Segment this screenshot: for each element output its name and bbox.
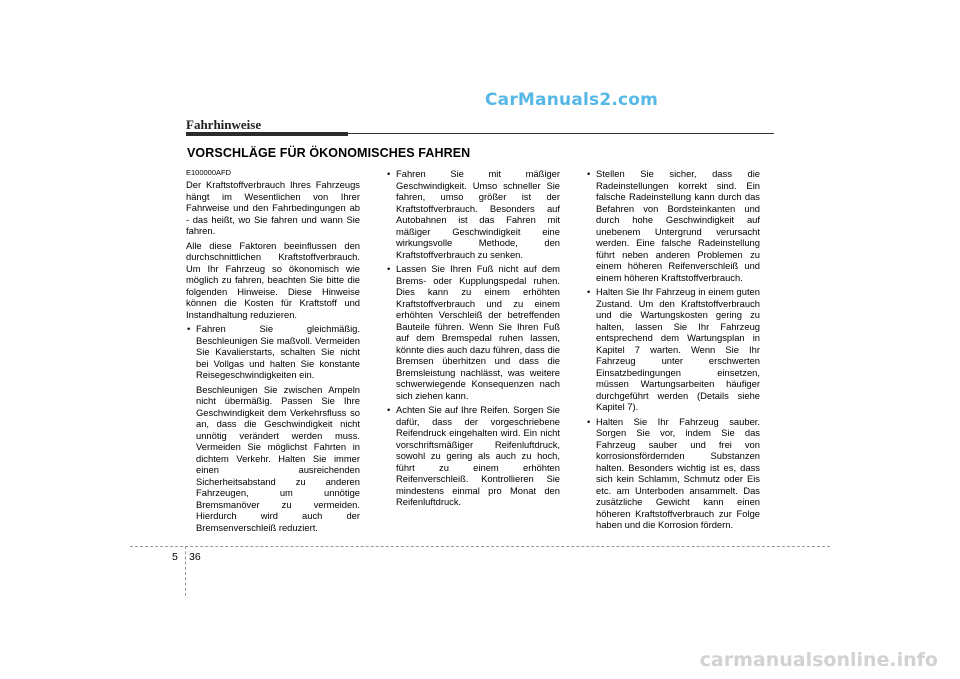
page-header-title: Fahrhinweise: [186, 117, 262, 132]
chapter-number: 5: [172, 551, 178, 563]
footer-dashed-rule: [130, 546, 830, 547]
tip-traffic-lights: Beschleunigen Sie zwischen Ampeln nicht übermäßig. Passen Sie Ihre Geschwindigkeit dem Verkehrsfluss so an, dass die Geschwindigkeit nicht unnötig verändert werden muss. Vermeiden Sie möglichst Fahrten in dichtem Verkehr. Halten Sie immer einen ausreichenden Sicherheitsabstand zu anderen Fahrzeugen, um unnötige Bremsmanöver zu vermeiden. Hierdurch wird auch der Bremsenverschleiß reduziert.: [196, 383, 360, 533]
carmanualsonline-watermark: carmanualsonline.info: [699, 649, 938, 671]
tip-clean-vehicle: • Halten Sie Ihr Fahrzeug sauber. Sorgen Sie vor, indem Sie das Fahrzeug sauber und frei von korrosionsfördernden Substanzen halten. Besonders wichtig ist es, dass sich kein Schlamm, Schmutz oder Eis etc. am Unterboden ansammelt. Das zusätzliche Gewicht kann einen höheren Kraftstoffverbrauch zur Folge haben und die Korrosion fördern.: [586, 416, 760, 531]
tip-wheel-alignment: • Stellen Sie sicher, dass die Radeinstellungen korrekt sind. Ein falsche Radeinstellung kann durch das Befahren von Bordsteinkanten und durch hohe Geschwindigkeit auf unebenem Untergrund verursacht werden. Eine falsche Radeinstellung führt neben anderen Problemen zu einem höheren Reifenverschleiß und einem höheren Kraftstoffverbrauch.: [586, 168, 760, 283]
tip-tires: • Achten Sie auf Ihre Reifen. Sorgen Sie dafür, dass der vorgeschriebene Reifendruck eingehalten wird. Ein nicht vorschriftsmäßiger Reifenluftdruck, sowohl zu gering als auch zu hoch, führt zu einem erhöhten Reifenverschleiß. Kontrollieren Sie mindestens einmal pro Monat den Reifenluftdruck.: [386, 404, 560, 508]
section-title: VORSCHLÄGE FÜR ÖKONOMISCHES FAHREN: [187, 146, 471, 160]
text-column-3: [586, 168, 760, 534]
page-number: 36: [189, 551, 201, 563]
text-column-2: [386, 168, 560, 511]
tip-maintenance: • Halten Sie Ihr Fahrzeug in einem guten Zustand. Um den Kraftstoffverbrauch und die Wartungskosten gering zu halten, lassen Sie Ihr Fahrzeug entsprechend dem Wartungsplan in Kapitel 7 warten. Wenn Sie Ihr Fahrzeug unter erschwerten Einsatzbedingungen einsetzen, müssen Wartungsarbeiten häufiger durchgeführt werden (Details siehe Kapitel 7).: [586, 286, 760, 413]
header-rule-accent: [186, 132, 348, 136]
list-item: [186, 323, 360, 533]
tips-list-3: [586, 168, 760, 531]
tip-moderate-speed: • Fahren Sie mit mäßiger Geschwindigkeit. Umso schneller Sie fahren, umso größer ist der Kraftstoffverbrauch. Besonders auf Autobahnen ist das Fahren mit mäßiger Geschwindigkeit eine wirkungsvolle Methode, den Kraftstoffverbrauch zu senken.: [386, 168, 560, 260]
paragraph-factors: Alle diese Faktoren beeinflussen den durchschnittlichen Kraftstoffverbrauch. Um Ihr Fahrzeug so ökonomisch wie möglich zu fahren, beachten Sie bitte die folgenden Hinweise. Diese Hinweise können die Kosten für Kraftstoff und Instandhaltung reduzieren.: [186, 239, 360, 320]
tip-pedal-rest: • Lassen Sie Ihren Fuß nicht auf dem Brems- oder Kupplungspedal ruhen. Dies kann zu einem erhöhten Kraftstoffverbrauch und zu einem erhöhten Verschleiß der betreffenden Bauteile führen. Wenn Sie Ihren Fuß auf dem Bremspedal ruhen lassen, könnte dies auch dazu führen, dass die Bremsen überhitzen und dass die Bremsleistung nachlässt, was weitere schwerwiegende Konsequenzen nach sich ziehen kann.: [386, 263, 560, 401]
paragraph-intro: Der Kraftstoffverbrauch Ihres Fahrzeugs hängt im Wesentlichen von Ihrer Fahrweise und den Fahrbedingungen ab - das heißt, wo Sie fahren und wann Sie fahren.: [186, 179, 360, 236]
footer-dashed-divider: [185, 546, 186, 596]
tips-list-2: [386, 168, 560, 508]
text-column-1: [186, 168, 360, 536]
section-code: E100000AFD: [186, 168, 232, 177]
tip-drive-evenly: • Fahren Sie gleichmäßig. Beschleunigen Sie maßvoll. Vermeiden Sie Kavalierstarts, schalten Sie nicht bei Vollgas und halten Sie konstante Reisegeschwindigkeiten ein.: [196, 323, 360, 380]
tips-list-1: [186, 323, 360, 533]
carmanuals-watermark: CarManuals2.com: [485, 90, 659, 110]
